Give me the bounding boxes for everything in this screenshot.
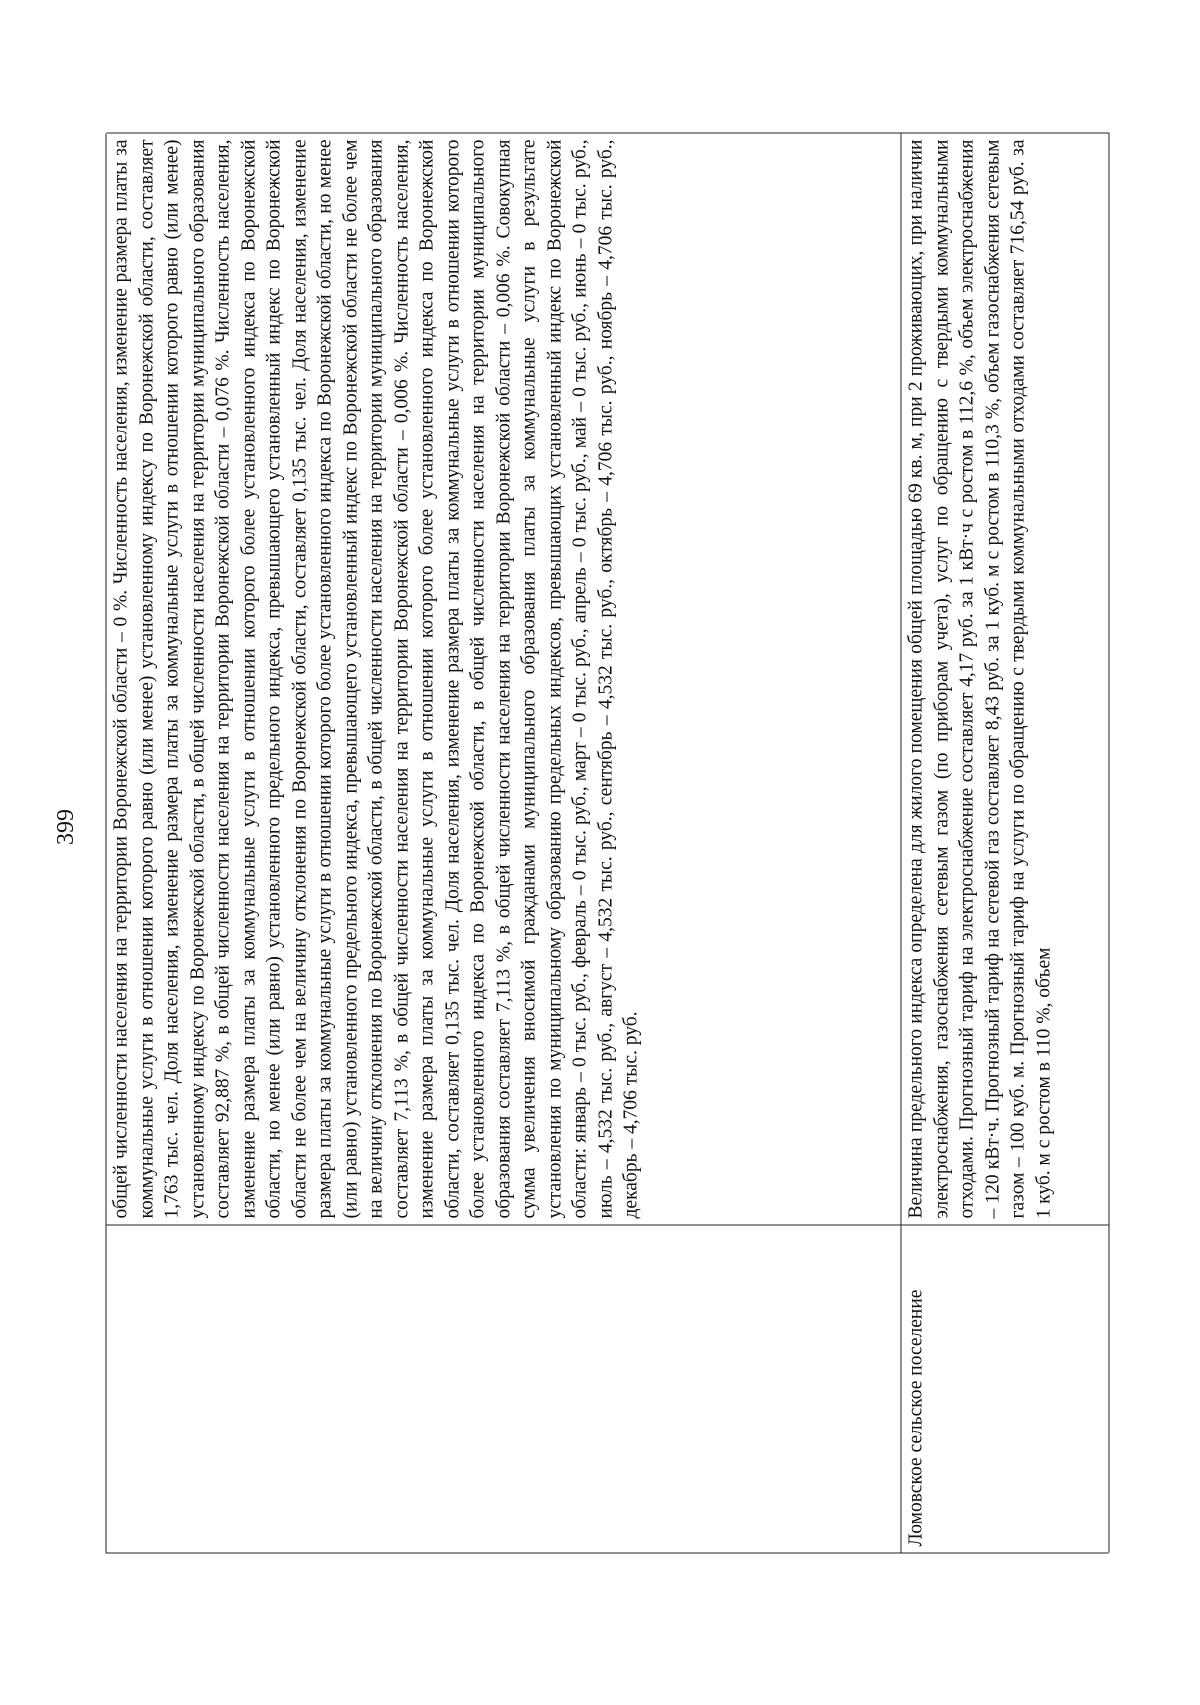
page-number: 399 [53,809,79,845]
indices-table [106,134,1109,1554]
row-1-description-cell: общей численности населения на территории Воронежской области – 0 %. Численность населения, изменение размера платы за коммунальные услуги в отношении которого равно (или менее) установленному индексу по Воронежской области, составляет 1,763 тыс. чел. Доля населения, изменение размера платы за коммунальные услуги в отношении которого равно (или менее) установленному индексу по Воронежской области, в общей численности населения на территории муниципального образования составляет 92,887 %, в общей численности населения на территории Воронежской области – 0,076 %. Численность населения, изменение размера платы за коммунальные услуги в отношении которого более установленного индекса по Воронежской области, но менее (или равно) установленного предельного индекса, превышающего установленный индекс по Воронежской области не более чем на величину отклонения по Воронежской области, составляет 0,135 тыс. чел. Доля населения, изменение размера платы за коммунальные услуги в отношении которого более установленного индекса по Воронежской области, но менее (или равно) установленного предельного индекса, превышающего установленный индекс по Воронежской области не более чем на величину отклонения по Воронежской области, в общей численности населения на территории муниципального образования составляет 7,113 %, в общей численности населения на территории Воронежской области – 0,006 %. Численность населения, изменение размера платы за коммунальные услуги в отношении которого более установленного индекса по Воронежской области, составляет 0,135 тыс. чел. Доля населения, изменение размера платы за коммунальные услуги в отношении которого более установленного индекса по Воронежской области, в общей численности населения на территории муниципального образования составляет 7,113 %, в общей численности населения на территории Воронежской области – 0,006 %. Совокупная сумма увеличения вносимой гражданами муниципального образования платы за коммунальные услуги в результате установления по муниципальному образованию предельных индексов, превышающих установленный индекс по Воронежской области: январь – 0 тыс. руб., февраль – 0 тыс. руб., март – 0 тыс. руб., апрель – 0 тыс. руб., май – 0 тыс. руб., июнь – 0 тыс. руб., июль – 4,532 тыс. руб., август – 4,532 тыс. руб., сентябрь – 4,532 тыс. руб., октябрь – 4,706 тыс. руб., ноябрь – 4,706 тыс. руб., декабрь – 4,706 тыс. руб. [107,133,902,1225]
row-2-description-cell: Величина предельного индекса определена для жилого помещения общей площадью 69 кв. м, при 2 проживающих, при наличии электроснабжения, газоснабжения сетевым газом (по приборам учета), услуг по обращению с твердыми коммунальными отходами. Прогнозный тариф на электроснабжение составляет 4,17 руб. за 1 кВт·ч с ростом в 112,6 %, объем электроснабжения – 120 кВт·ч. Прогнозный тариф на сетевой газ составляет 8,43 руб. за 1 куб. м с ростом в 110,3 %, объем газоснабжения сетевым газом – 100 куб. м. Прогнозный тариф на услуги по обращению с твердыми коммунальными отходами составляет 716,54 руб. за 1 куб. м с ростом в 110 %, объем [902,133,1110,1225]
row-2-municipality-cell: Ломовское сельское поселение [902,1225,1110,1553]
row-1-municipality-cell [107,1225,902,1553]
